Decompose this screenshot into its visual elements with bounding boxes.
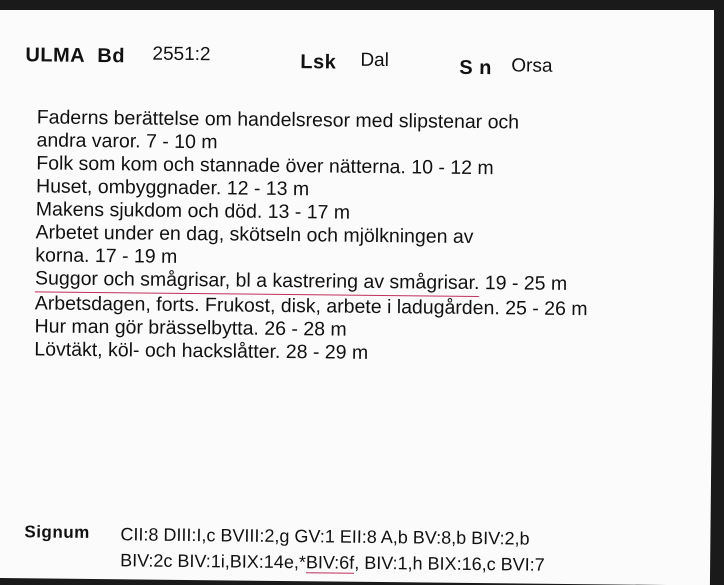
signum-underlined-code: BIV:6f <box>305 552 355 573</box>
entry-range: 19 - 25 m <box>479 272 568 295</box>
entry-line: Arbetsdagen, forts. Frukost, disk, arbete i ladugården. 25 - 26 m <box>34 292 588 321</box>
entry-line: Makens sjukdom och död. 13 - 17 m <box>35 198 351 224</box>
entry-line: Folk som kom och stannade över nätterna. 10 - 12 m <box>36 152 494 180</box>
signum-codes <box>120 521 711 579</box>
entry-line: Faderns berättelse om handelsresor med slipstenar och <box>36 106 520 134</box>
entry-line: Arbetet under en dag, skötseln och mjölkningen av <box>35 221 474 248</box>
entry-line: korna. 17 - 19 m <box>35 244 178 268</box>
entry-line: Hur man gör brässelbytta. 26 - 28 m <box>34 315 347 341</box>
entry-line: Lövtäkt, köl- och hackslåtter. 28 - 29 m <box>34 338 369 364</box>
entry-line: Huset, ombyggnader. 12 - 13 m <box>35 175 310 201</box>
card-header <box>25 42 685 89</box>
signum-line-2-prefix: BIV:2c BIV:1i,BIX:14e,* <box>120 550 306 573</box>
signum-line-2 <box>120 547 710 579</box>
series-label: ULMA Bd <box>25 44 126 68</box>
lsk-value: Dal <box>360 49 390 72</box>
content-entries <box>34 106 697 368</box>
entry-line: andra varor. 7 - 10 m <box>36 129 218 154</box>
signum-label: Signum <box>24 522 90 542</box>
scan-border-top <box>0 0 724 10</box>
archive-number: 2551:2 <box>152 43 211 66</box>
signum-line-2-suffix: , BIV:1,h BIX:16,c BVI:7 <box>354 552 545 575</box>
sn-value: Orsa <box>511 55 553 77</box>
sn-label: S n <box>459 56 493 80</box>
lsk-label: Lsk <box>300 51 337 74</box>
signum-section <box>24 516 695 575</box>
underlined-entry: Suggor och smågrisar, bl a kastrering av smågrisar. <box>35 267 480 297</box>
scan-border-right <box>714 0 724 582</box>
signum-line-1: CII:8 DIII:I,c BVIII:2,g GV:1 EII:8 A,b BV:8,b BIV:2,b <box>120 524 530 549</box>
